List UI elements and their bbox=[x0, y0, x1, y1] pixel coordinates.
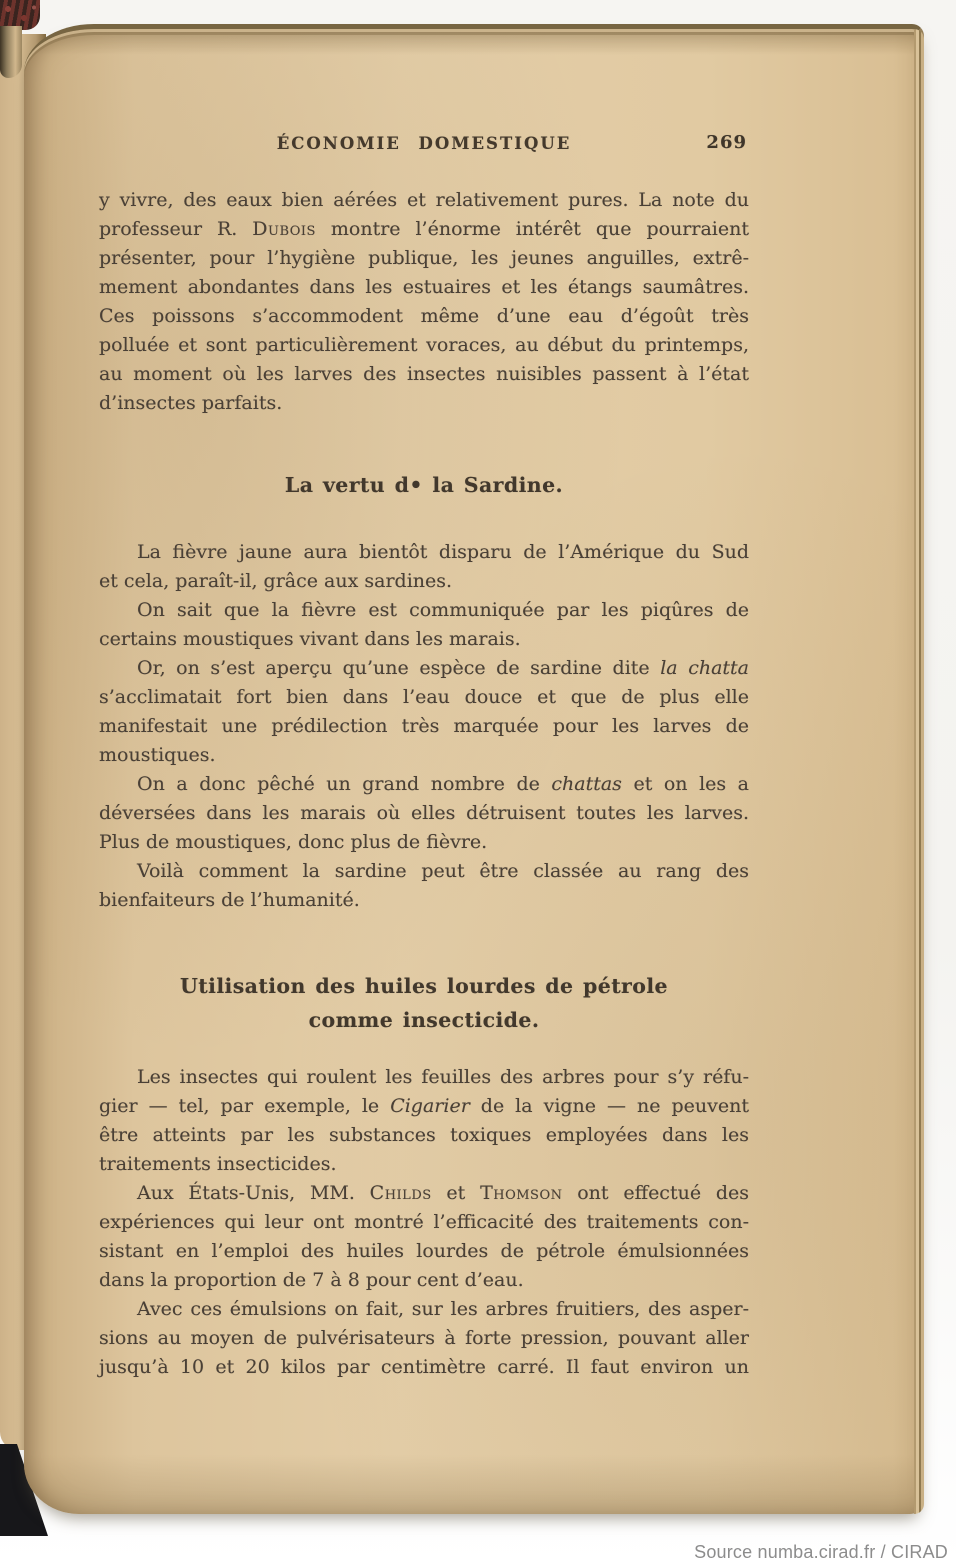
text-line: professeur R. Dubois montre l’énorme intérêt que pourraient bbox=[99, 218, 749, 240]
paragraph bbox=[99, 1063, 749, 1179]
section-heading bbox=[99, 969, 749, 1037]
page-number: 269 bbox=[706, 132, 747, 153]
paragraph bbox=[99, 1295, 749, 1382]
source-attribution: Source numba.cirad.fr / CIRAD bbox=[694, 1542, 948, 1562]
paragraph bbox=[99, 1179, 749, 1295]
section-heading bbox=[99, 468, 749, 502]
text-line: sistant en l’emploi des huiles lourdes de pétrole émulsionnées bbox=[99, 1240, 749, 1262]
heading-line: Utilisation des huiles lourdes de pétrole bbox=[180, 974, 668, 998]
heading-line: comme insecticide. bbox=[308, 1008, 540, 1032]
paragraph bbox=[99, 538, 749, 596]
text-line: Les insectes qui roulent les feuilles des arbres pour s’y réfu- bbox=[137, 1066, 749, 1088]
text-line: bienfaiteurs de l’humanité. bbox=[99, 889, 360, 911]
text-line: d’insectes parfaits. bbox=[99, 392, 283, 414]
text-line: expériences qui leur ont montré l’efficacité des traitements con- bbox=[99, 1211, 749, 1233]
text-line: On sait que la fièvre est communiquée par les piqûres de bbox=[137, 599, 749, 621]
spine-page-curl bbox=[0, 26, 22, 78]
paragraph bbox=[99, 596, 749, 654]
text-line: mement abondantes dans les estuaires et les étangs saumâtres. bbox=[99, 276, 749, 298]
text-line: dans la proportion de 7 à 8 pour cent d’eau. bbox=[99, 1269, 524, 1291]
text-line: moustiques. bbox=[99, 744, 216, 766]
paragraph bbox=[99, 857, 749, 915]
text-line: Plus de moustiques, donc plus de fièvre. bbox=[99, 831, 488, 853]
text-line: présenter, pour l’hygiène publique, les jeunes anguilles, extrê- bbox=[99, 247, 749, 269]
text-line: La fièvre jaune aura bientôt disparu de l’Amérique du Sud bbox=[137, 541, 749, 563]
text-line: traitements insecticides. bbox=[99, 1153, 337, 1175]
text-line: On a donc pêché un grand nombre de chattas et on les a bbox=[137, 773, 749, 795]
text-line: Ces poissons s’accommodent même d’une eau d’égoût très bbox=[99, 305, 749, 327]
text-line: sions au moyen de pulvérisateurs à forte pression, pouvant aller bbox=[99, 1327, 749, 1349]
text-line: s’acclimatait fort bien dans l’eau douce et que de plus elle bbox=[99, 686, 749, 708]
text-line: y vivre, des eaux bien aérées et relativement pures. La note du bbox=[99, 189, 749, 211]
text-line: polluée et sont particulièrement voraces, au début du printemps, bbox=[99, 334, 749, 356]
text-line: Or, on s’est aperçu qu’une espèce de sardine dite la chatta bbox=[137, 657, 749, 679]
text-line: gier — tel, par exemple, le Cigarier de la vigne — ne peuvent bbox=[99, 1095, 750, 1117]
text-line: déversées dans les marais où elles détruisent toutes les larves. bbox=[99, 802, 749, 824]
text-line: jusqu’à 10 et 20 kilos par centimètre carré. Il faut environ un bbox=[99, 1356, 749, 1378]
paragraph bbox=[99, 654, 749, 770]
text-line: être atteints par les substances toxiques employées dans les bbox=[99, 1124, 749, 1146]
book-page bbox=[24, 24, 924, 1514]
text-line: Voilà comment la sardine peut être classée au rang des bbox=[137, 860, 749, 882]
page-edges-stack bbox=[914, 29, 924, 1514]
paragraph bbox=[99, 770, 749, 857]
page-content bbox=[99, 129, 749, 1382]
text-line: et cela, paraît-il, grâce aux sardines. bbox=[99, 570, 453, 592]
body-text bbox=[99, 186, 749, 1382]
heading-line: La vertu d• la Sardine. bbox=[284, 473, 564, 497]
running-header bbox=[99, 129, 749, 153]
text-line: manifestait une prédilection très marquée pour les larves de bbox=[99, 715, 749, 737]
text-line: Avec ces émulsions on fait, sur les arbres fruitiers, des asper- bbox=[137, 1298, 749, 1320]
running-header-title: ÉCONOMIE DOMESTIQUE bbox=[276, 134, 572, 153]
text-line: au moment où les larves des insectes nuisibles passent à l’état bbox=[99, 363, 749, 385]
paragraph bbox=[99, 186, 749, 418]
text-line: certains moustiques vivant dans les marais. bbox=[99, 628, 521, 650]
text-line: Aux États-Unis, MM. Childs et Thomson ont effectué des bbox=[137, 1182, 749, 1204]
